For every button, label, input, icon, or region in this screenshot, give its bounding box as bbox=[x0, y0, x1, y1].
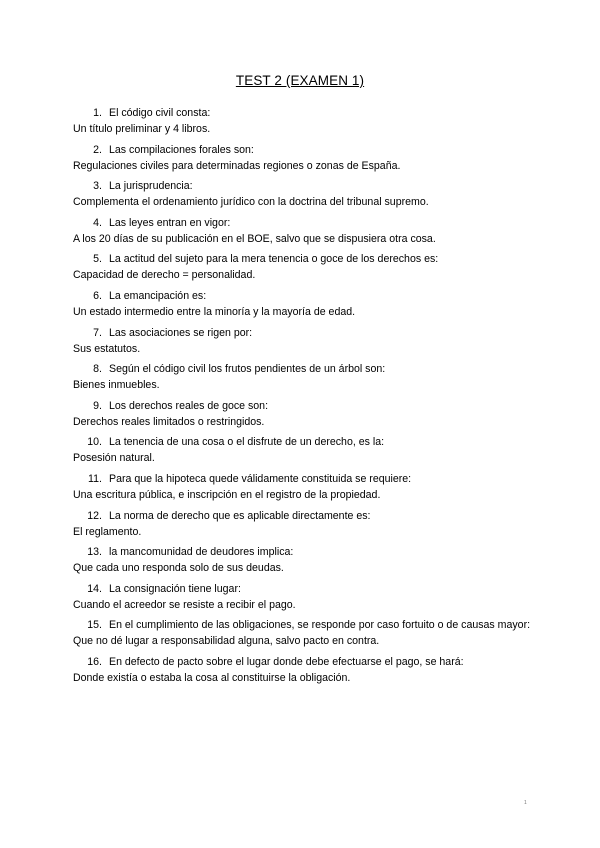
question-item bbox=[73, 582, 543, 612]
question bbox=[73, 509, 543, 523]
question-text: La actitud del sujeto para la mera tenencia o goce de los derechos es: bbox=[109, 253, 439, 266]
question-number: 1. bbox=[93, 107, 102, 119]
question-number: 3. bbox=[93, 180, 102, 193]
question-item bbox=[73, 326, 543, 356]
answer-text: Donde existía o estaba la cosa al constituirse la obligación. bbox=[73, 671, 351, 684]
answer-text: Una escritura pública, e inscripción en el registro de la propiedad. bbox=[73, 488, 381, 501]
question bbox=[73, 435, 543, 449]
question bbox=[73, 252, 543, 266]
question bbox=[73, 106, 543, 120]
question-text: En el cumplimiento de las obligaciones, se responde por caso fortuito o de causas mayor: bbox=[109, 619, 531, 632]
answer-text: Que cada uno responda solo de sus deudas. bbox=[73, 562, 284, 575]
question-number: 13. bbox=[87, 546, 102, 559]
question-number: 2. bbox=[93, 143, 102, 156]
question-item bbox=[73, 362, 543, 392]
question-number: 15. bbox=[87, 619, 102, 632]
question-number: 4. bbox=[93, 216, 102, 229]
question-item bbox=[73, 106, 543, 136]
question-text: Las asociaciones se rigen por: bbox=[109, 326, 253, 339]
question-text: La jurisprudencia: bbox=[109, 180, 193, 193]
question-text: La tenencia de una cosa o el disfrute de un derecho, es la: bbox=[109, 436, 385, 449]
answer-text: A los 20 días de su publicación en el BOE, salvo que se dispusiera otra cosa. bbox=[73, 232, 436, 245]
question-number: 9. bbox=[93, 399, 102, 412]
question bbox=[73, 179, 543, 193]
question-text: La norma de derecho que es aplicable directamente es: bbox=[109, 509, 371, 522]
answer-text: Un título preliminar y 4 libros. bbox=[73, 123, 211, 135]
question-number: 14. bbox=[87, 582, 102, 595]
question bbox=[73, 216, 543, 230]
page-title: TEST 2 (EXAMEN 1) bbox=[235, 73, 365, 88]
question-item bbox=[73, 509, 543, 539]
question-item bbox=[73, 545, 543, 575]
question bbox=[73, 399, 543, 413]
answer-text: Regulaciones civiles para determinadas regiones o zonas de España. bbox=[73, 159, 401, 172]
question-number: 16. bbox=[87, 655, 102, 668]
question-text: En defecto de pacto sobre el lugar donde debe efectuarse el pago, se hará: bbox=[109, 655, 464, 668]
question-text: la mancomunidad de deudores implica: bbox=[109, 546, 294, 559]
question-text: Según el código civil los frutos pendientes de un árbol son: bbox=[109, 363, 386, 376]
question bbox=[73, 143, 543, 157]
question bbox=[73, 289, 543, 303]
answer-text: Un estado intermedio entre la minoría y la mayoría de edad. bbox=[73, 305, 356, 318]
question-list bbox=[73, 106, 543, 692]
answer-text: Complementa el ordenamiento jurídico con la doctrina del tribunal supremo. bbox=[73, 196, 429, 209]
question-item bbox=[73, 472, 543, 502]
question-number: 8. bbox=[93, 363, 102, 376]
question-text: Las compilaciones forales son: bbox=[109, 143, 254, 156]
question-number: 11. bbox=[88, 472, 102, 485]
answer-text: Cuando el acreedor se resiste a recibir el pago. bbox=[73, 598, 296, 611]
question-text: Los derechos reales de goce son: bbox=[109, 399, 269, 412]
answer-text: Sus estatutos. bbox=[73, 342, 141, 355]
answer-text: Posesión natural. bbox=[73, 452, 155, 465]
answer-text: El reglamento. bbox=[73, 525, 142, 538]
question-item bbox=[73, 289, 543, 319]
question-item bbox=[73, 618, 543, 648]
question-item bbox=[73, 435, 543, 465]
answer-text: Bienes inmuebles. bbox=[73, 379, 160, 392]
question bbox=[73, 545, 543, 559]
question-number: 7. bbox=[93, 326, 102, 339]
question-text: Las leyes entran en vigor: bbox=[109, 216, 231, 229]
question-text: La consignación tiene lugar: bbox=[109, 582, 241, 595]
answer-text: Que no dé lugar a responsabilidad alguna, salvo pacto en contra. bbox=[73, 635, 380, 648]
question-item bbox=[73, 216, 543, 246]
question-number: 6. bbox=[93, 289, 102, 302]
question-text: La emancipación es: bbox=[109, 289, 207, 302]
question-item bbox=[73, 143, 543, 173]
question-item bbox=[73, 399, 543, 429]
answer-text: Derechos reales limitados o restringidos. bbox=[73, 415, 265, 428]
question-text: El código civil consta: bbox=[109, 107, 211, 119]
question bbox=[73, 472, 543, 486]
question-item bbox=[73, 252, 543, 282]
question-number: 5. bbox=[93, 253, 102, 266]
question bbox=[73, 326, 543, 340]
question-text: Para que la hipoteca quede válidamente constituida se requiere: bbox=[109, 472, 412, 485]
question bbox=[73, 655, 543, 669]
question-item bbox=[73, 179, 543, 209]
page-number: 1 bbox=[524, 800, 527, 806]
question bbox=[73, 362, 543, 376]
question bbox=[73, 618, 543, 632]
question bbox=[73, 582, 543, 596]
question-number: 12. bbox=[87, 509, 102, 522]
answer-text: Capacidad de derecho = personalidad. bbox=[73, 269, 256, 282]
question-number: 10. bbox=[87, 436, 102, 449]
question-item bbox=[73, 655, 543, 685]
